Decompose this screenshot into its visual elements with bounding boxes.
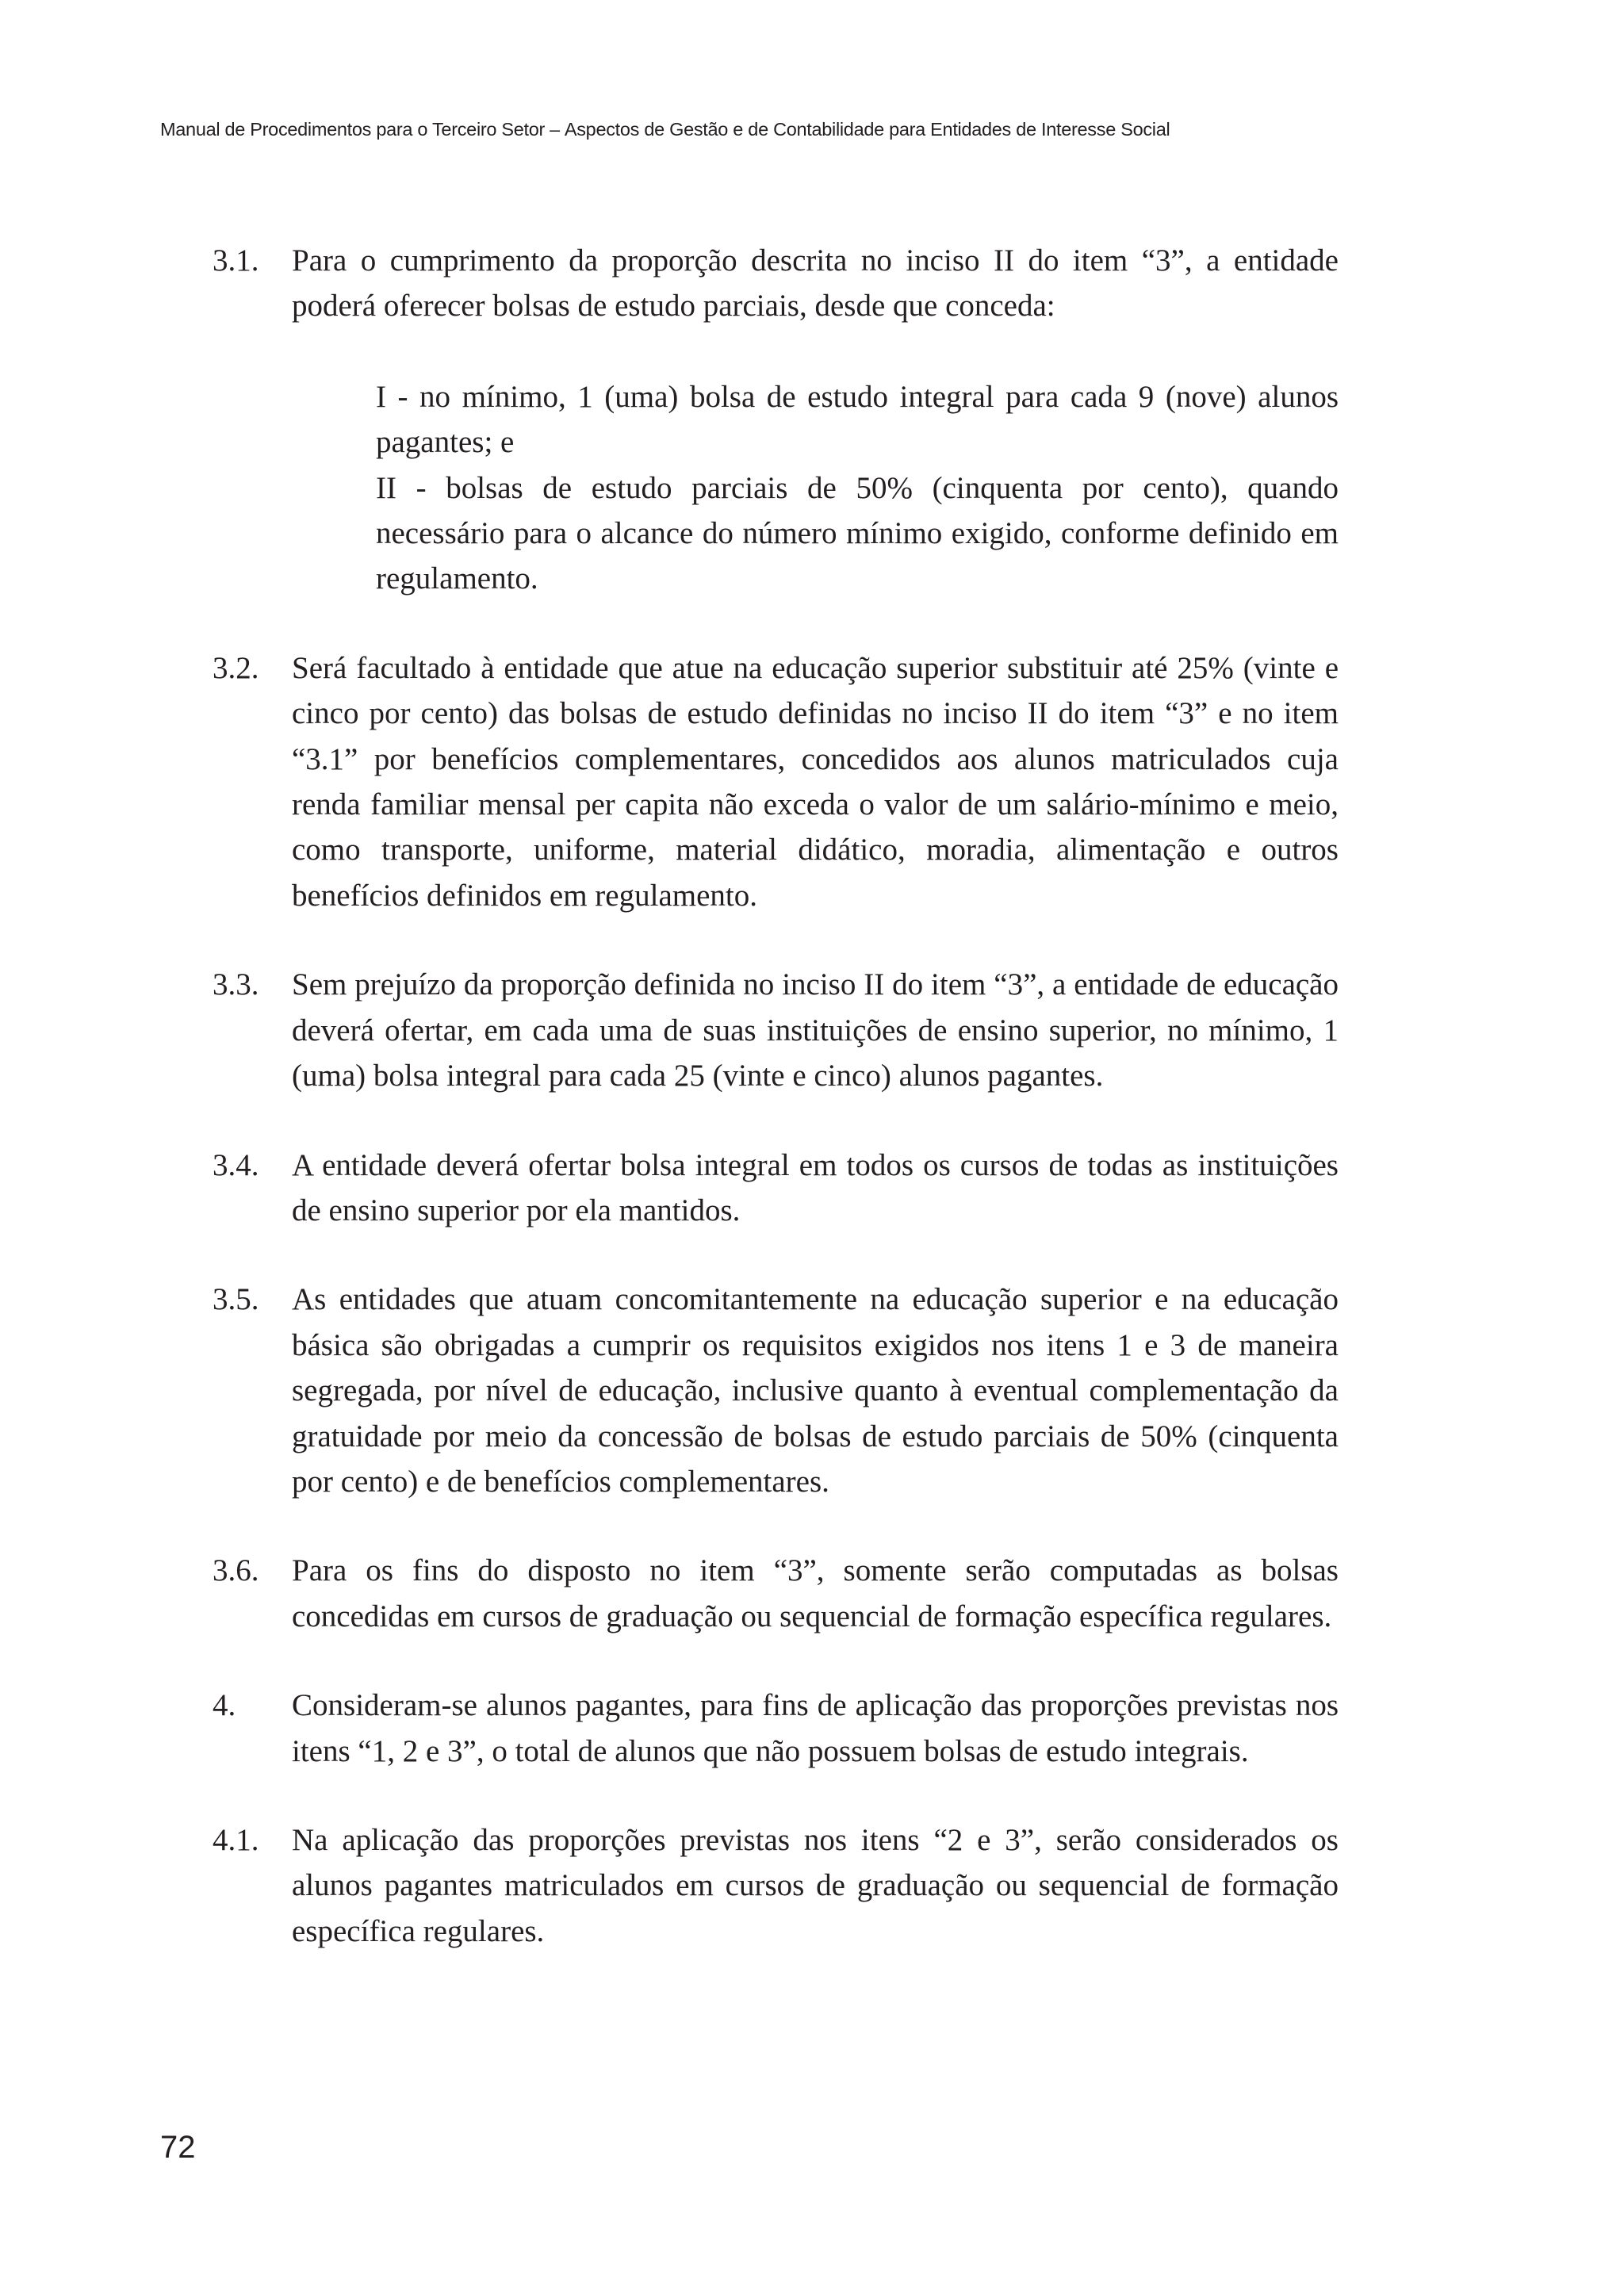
item-number: 3.1. [213, 243, 259, 278]
subitem-ii: II - bolsas de estudo parciais de 50% (cinquenta por cento), quando necessário para o alcance do número mínimo exigido, conforme definido em regulamento. [376, 470, 1339, 596]
header-separator: – [550, 119, 560, 140]
item-text: Consideram-se alunos pagantes, para fins de aplicação das proporções previstas nos itens “1, 2 e 3”, o total de alunos que não possuem bolsas de estudo integrais. [292, 1688, 1339, 1768]
item-3-2 [213, 645, 1339, 918]
item-text: Sem prejuízo da proporção definida no inciso II do item “3”, a entidade de educação deverá ofertar, em cada uma de suas instituições de ensino superior, no mínimo, 1 (uma) bolsa integral para cada 25 (vinte e cinco) alunos pagantes. [292, 967, 1339, 1093]
document-body [213, 238, 1339, 1997]
item-4-1 [213, 1817, 1339, 1954]
item-number: 3.5. [213, 1282, 259, 1317]
item-number: 4. [213, 1688, 236, 1723]
item-3-3 [213, 962, 1339, 1098]
item-text: Na aplicação das proporções previstas nos itens “2 e 3”, serão considerados os alunos pagantes matriculados em cursos de graduação ou sequencial de formação específica regulares. [292, 1822, 1339, 1948]
item-3-4 [213, 1143, 1339, 1234]
item-3-1-sublist [292, 374, 1339, 602]
item-text: As entidades que atuam concomitantemente na educação superior e na educação básica são obrigadas a cumprir os requisitos exigidos nos itens 1 e 3 de maneira segregada, por nível de educação, inclusive quanto à eventual complementação da gratuidade por meio da concessão de bolsas de estudo parciais de 50% (cinquenta por cento) e de benefícios complementares. [292, 1282, 1339, 1499]
item-text: A entidade deverá ofertar bolsa integral em todos os cursos de todas as instituições de ensino superior por ela mantidos. [292, 1147, 1339, 1227]
item-3-1 [213, 238, 1339, 602]
item-number: 3.4. [213, 1147, 259, 1182]
item-4 [213, 1683, 1339, 1774]
item-number: 4.1. [213, 1822, 259, 1857]
page-number: 72 [160, 2130, 196, 2165]
header-title: Manual de Procedimentos para o Terceiro Setor [160, 119, 546, 140]
subitem-i: I - no mínimo, 1 (uma) bolsa de estudo integral para cada 9 (nove) alunos pagantes; e [376, 379, 1339, 460]
item-text: Para o cumprimento da proporção descrita no inciso II do item “3”, a entidade poderá oferecer bolsas de estudo parciais, desde que conceda: [292, 243, 1339, 324]
item-number: 3.6. [213, 1553, 259, 1588]
header-subtitle: Aspectos de Gestão e de Contabilidade para Entidades de Interesse Social [564, 119, 1170, 140]
item-number: 3.2. [213, 650, 259, 685]
item-text: Será facultado à entidade que atue na educação superior substituir até 25% (vinte e cinco por cento) das bolsas de estudo definidas no inciso II do item “3” e no item “3.1” por benefícios complementares, concedidos aos alunos matriculados cuja renda familiar mensal per capita não exceda o valor de um salário-mínimo e meio, como transporte, uniforme, material didático, moradia, alimentação e outros benefícios definidos em regulamento. [292, 650, 1339, 913]
item-3-5 [213, 1277, 1339, 1504]
running-header [160, 119, 1170, 140]
item-3-6 [213, 1548, 1339, 1639]
item-text: Para os fins do disposto no item “3”, somente serão computadas as bolsas concedidas em cursos de graduação ou sequencial de formação específica regulares. [292, 1553, 1339, 1633]
item-number: 3.3. [213, 967, 259, 1002]
